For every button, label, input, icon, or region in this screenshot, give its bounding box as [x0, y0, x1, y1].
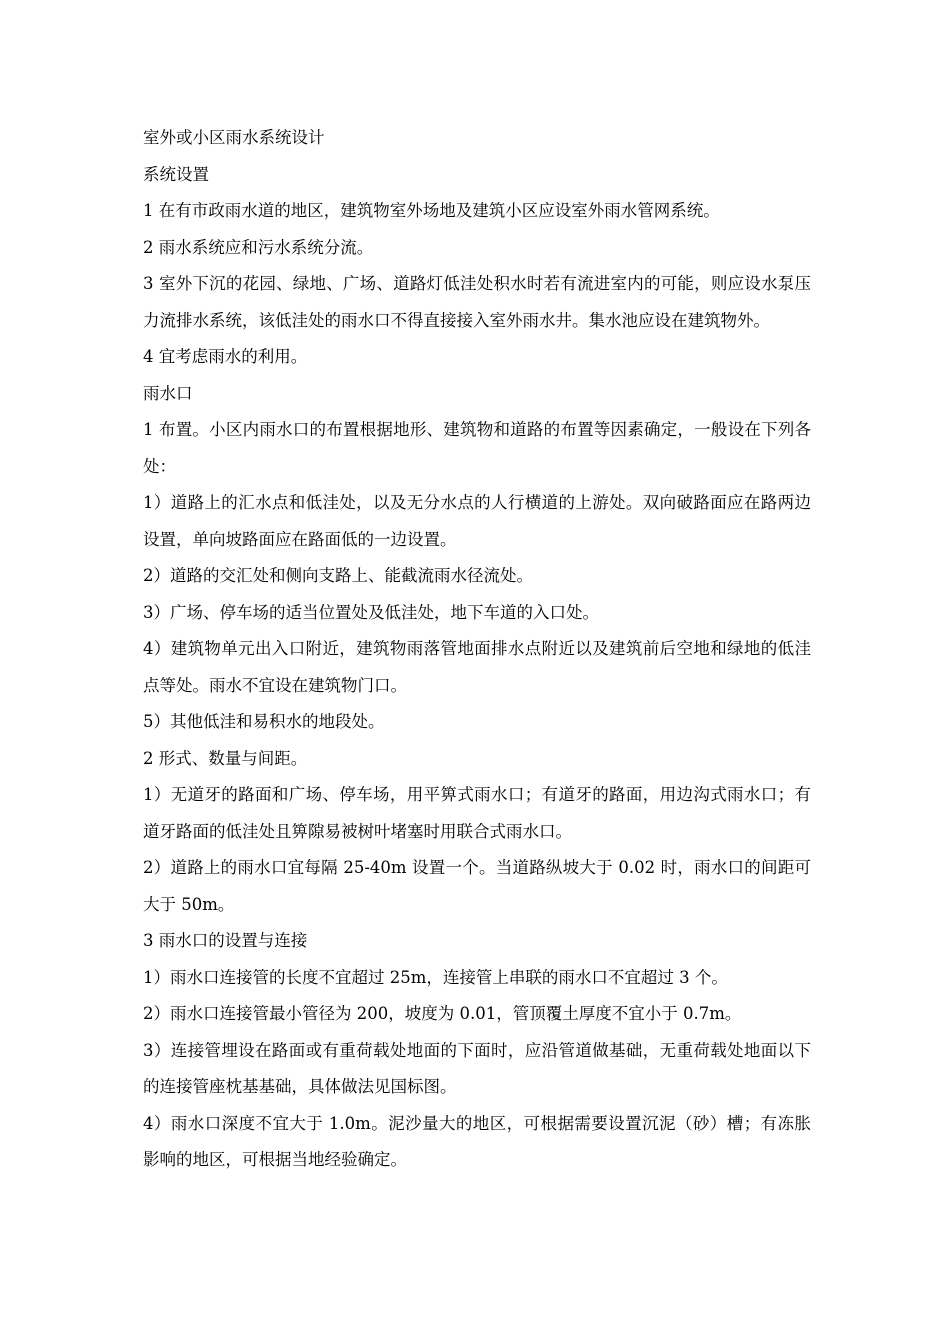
paragraph: 3 雨水口的设置与连接: [143, 931, 308, 950]
paragraph: 4 宜考虑雨水的利用。: [143, 347, 308, 366]
list-item: 1）道路上的汇水点和低洼处，以及无分水点的人行横道的上游处。双向破路面应在路两边设置，单向坡路面应在路面低的一边设置。: [143, 493, 811, 549]
list-item: 4）建筑物单元出入口附近，建筑物雨落管地面排水点附近以及建筑前后空地和绿地的低洼点等处。雨水不宜设在建筑物门口。: [143, 639, 811, 695]
list-item: 2）道路上的雨水口宜每隔 25-40m 设置一个。当道路纵坡大于 0.02 时，雨水口的间距可大于 50m。: [143, 858, 811, 914]
section-heading-rain-inlet: 雨水口: [143, 383, 193, 403]
list-item: 1）无道牙的路面和广场、停车场，用平箅式雨水口；有道牙的路面，用边沟式雨水口；有道牙路面的低洼处且箅隙易被树叶堵塞时用联合式雨水口。: [143, 785, 811, 841]
paragraph: 3 室外下沉的花园、绿地、广场、道路灯低洼处积水时若有流进室内的可能，则应设水泵压力流排水系统，该低洼处的雨水口不得直接接入室外雨水井。集水池应设在建筑物外。: [143, 274, 811, 330]
list-item: 2）道路的交汇处和侧向支路上、能截流雨水径流处。: [143, 566, 533, 585]
paragraph: 1 在有市政雨水道的地区，建筑物室外场地及建筑小区应设室外雨水管网系统。: [143, 201, 720, 220]
list-item: 3）连接管埋设在路面或有重荷载处地面的下面时，应沿管道做基础，无重荷载处地面以下的连接管座枕基基础，具体做法见国标图。: [143, 1040, 811, 1096]
list-item: 2）雨水口连接管最小管径为 200，坡度为 0.01，管顶覆土厚度不宜小于 0.7m。: [143, 1004, 742, 1023]
paragraph: 1 布置。小区内雨水口的布置根据地形、建筑物和道路的布置等因素确定，一般设在下列各处：: [143, 420, 811, 476]
document-page: [143, 120, 811, 1179]
paragraph: 2 形式、数量与间距。: [143, 748, 308, 768]
document-title: 室外或小区雨水系统设计: [143, 128, 325, 147]
list-item: 5）其他低洼和易积水的地段处。: [143, 712, 385, 731]
list-item: 3）广场、停车场的适当位置处及低洼处，地下车道的入口处。: [143, 602, 599, 622]
section-heading-system-setup: 系统设置: [143, 164, 209, 184]
list-item: 1）雨水口连接管的长度不宜超过 25m，连接管上串联的雨水口不宜超过 3 个。: [143, 967, 728, 987]
paragraph: 2 雨水系统应和污水系统分流。: [143, 237, 374, 257]
list-item: 4）雨水口深度不宜大于 1.0m。泥沙量大的地区，可根据需要设置沉泥（砂）槽；有冻胀影响的地区，可根据当地经验确定。: [143, 1113, 811, 1169]
